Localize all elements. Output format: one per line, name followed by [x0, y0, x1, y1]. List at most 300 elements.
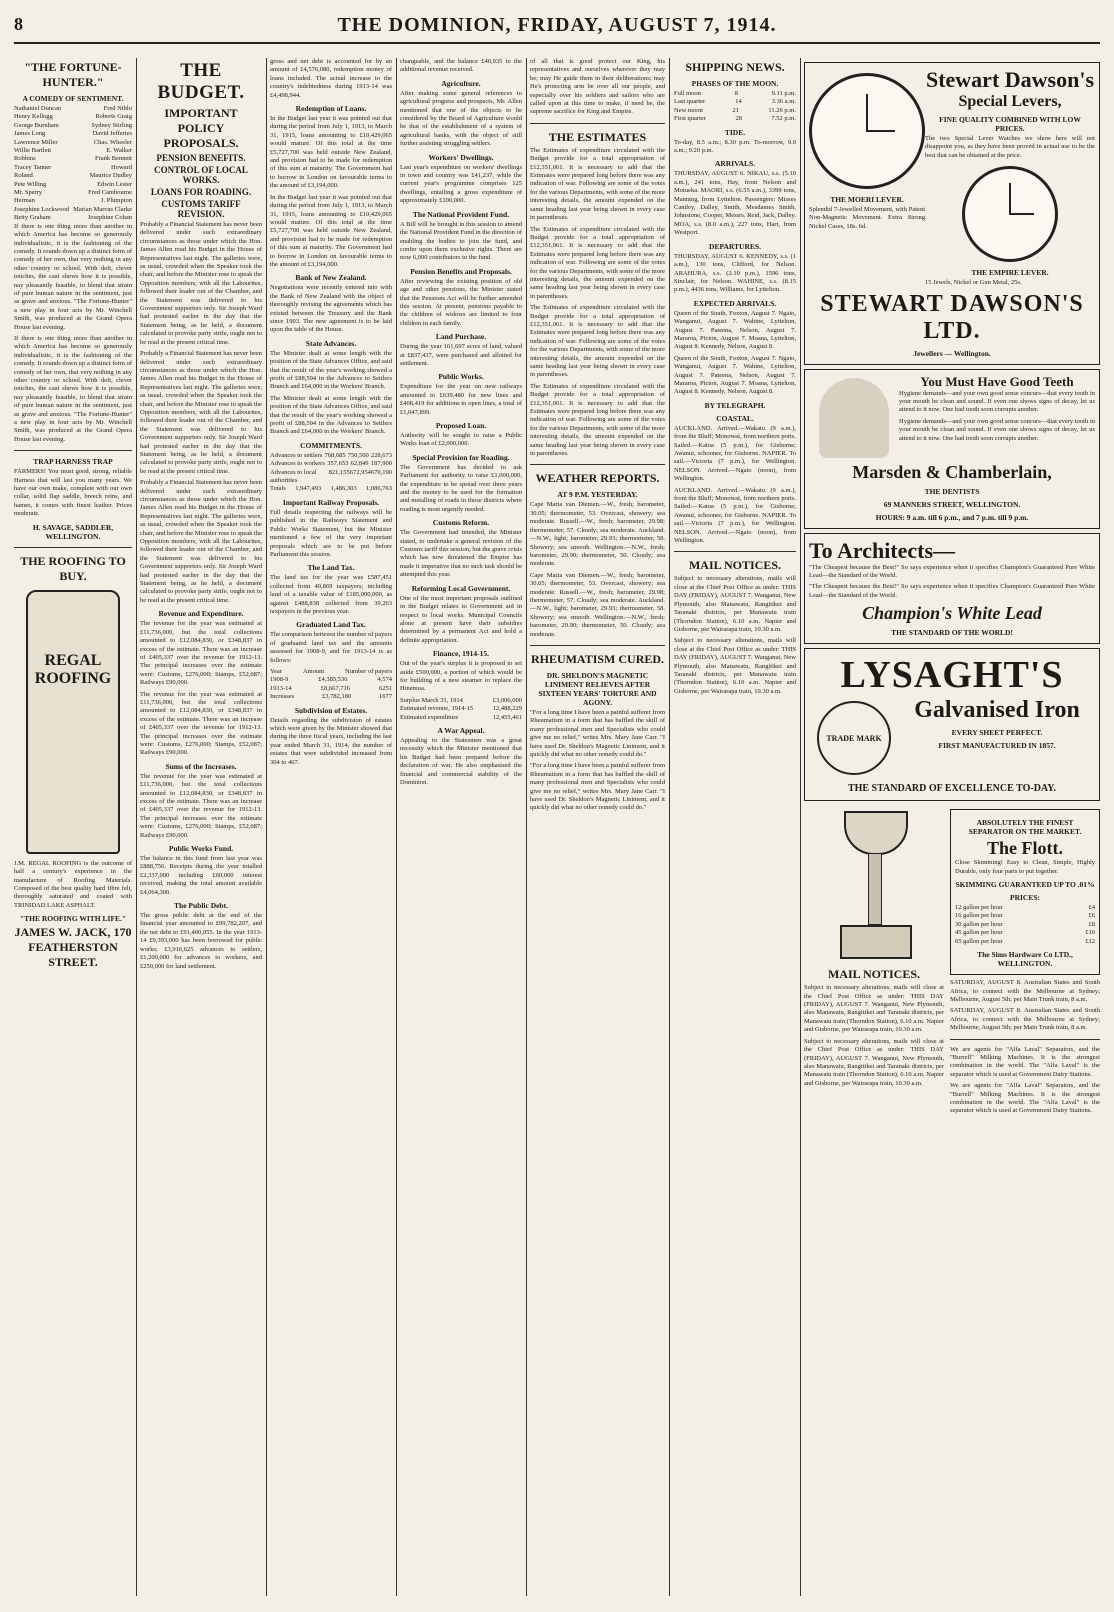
cast-row-cell: Pete Willing: [14, 180, 47, 188]
cast-row-cell: Tracey Tanner: [14, 163, 52, 171]
moon-row: [674, 90, 796, 98]
cast-row: [14, 113, 132, 121]
flott-price-row: [955, 912, 1095, 920]
section-heading: Subdivision of Estates.: [294, 705, 368, 715]
section-heading: Land Purchase.: [435, 332, 487, 342]
budget-subhead: LOANS FOR ROADING.: [150, 187, 252, 197]
cast-row-cell: Willie Bartlett: [14, 147, 52, 155]
pension-body: After reviewing the existing position of old age and other pensions, the Minister stated that the Pensions Act will be further amended this session. At present, pensions payable to the children of widows are limited to four children in each family.: [400, 277, 522, 327]
flott-price-row-cell: 30 gallon per hour: [955, 920, 1003, 928]
lysaght-ad-left: [809, 697, 899, 779]
budget-subhead: PENSION BENEFITS.: [156, 153, 246, 163]
weather-body: Cape Maria van Diemen.—W., fresh; barometer, 30.05; thermometer, 53. Overcast, showery; sea moderate. Russell.—W., fresh; barometer, 29.98; thermometer, 57. Cloudy; sea moderate. Auckland.—N.W., light; barometer, 29.93; thermometer, 58. Showery; sea smooth. Wellington.—N.W., fresh; barometer, 29.90; thermometer, 50. Cloudy; sea moderate.: [530, 571, 665, 638]
cast-row: [14, 197, 132, 205]
finance-row-cell: Surplus March 31, 1914: [400, 696, 463, 704]
workers-body: Last year's expenditure on workers' dwellings in town and country was £41,237, while the current year's programme comprises 125 dwellings, entailing a gross expenditure of approximately £100,000.: [400, 163, 522, 205]
section-heading: Customs Reform.: [432, 518, 490, 528]
commitments-row-cell: 187,900: [370, 460, 392, 468]
section-heading: Proposed Loan.: [435, 421, 487, 430]
agriculture-body: After making some general references to agricultural progress and prospects, Mr. Allen mentioned that one of the objects to be considered by the Board of Agriculture would be that of the establishment of a system of agricultural banks, with the object of still further assisting struggling settlers.: [400, 89, 522, 148]
watch-icon: [962, 166, 1058, 262]
public-works-body: Expenditure for the year on new railways amounted to £639,480 for new lines and £408,419 for additions to open lines, a total of £1,047,899.: [400, 383, 522, 416]
section-heading: Revenue and Expenditure.: [158, 609, 244, 619]
divider: [950, 1039, 1100, 1040]
mail-body: Subject to necessary alterations, mails will close at the Chief Post Office as under: THIS DAY (FRIDAY), AUGUST 7. Wanganui, New Plymouth, also Manawatu, Rangitikei and Taranaki districts, per Manawatu train (Thorndon Station), 6.10 a.m. Napier and Gisborne, per Wairarapa train, 10.30 a.m.: [804, 984, 944, 1034]
finance-row-cell: £3,006,000: [492, 696, 522, 704]
moon-row-cell: 7.52 p.m.: [771, 115, 796, 123]
lysaght-ad: [804, 648, 1100, 801]
cast-row-cell: James Long: [14, 130, 46, 138]
graduated-row-cell: 1677: [379, 693, 392, 701]
theatre-review-subtitle: A COMEDY OF SENTIMENT.: [22, 94, 124, 103]
stewart-ad-signature: STEWART DAWSON'S LTD.: [820, 290, 1084, 344]
telegraph-heading: BY TELEGRAPH.: [704, 400, 766, 410]
moon-row: [674, 107, 796, 115]
moeri-lever-title: THE MOERI LEVER.: [830, 195, 904, 204]
architects-title: To Architects—: [809, 537, 956, 563]
watch-icon: [809, 73, 925, 189]
weather-heading: WEATHER REPORTS.: [535, 471, 660, 486]
divider: [530, 464, 665, 465]
roofing-roll-label: REGAL ROOFING: [34, 651, 112, 687]
telegraph-subheading: COASTAL.: [716, 413, 754, 423]
mail-body: Subject to necessary alterations, mails will close at the Chief Post Office as under: THIS DAY (FRIDAY), AUGUST 7. Wanganui, New Plymouth, also Manawatu, Rangitikei and Taranaki districts, per Manawatu train (Thorndon Station), 6.10 a.m. Napier and Gisborne, per Wairarapa train, 10.30 a.m.: [804, 1037, 944, 1087]
cast-row-cell: Edwin Lester: [97, 180, 132, 188]
cast-row-cell: J. Plumpton: [100, 197, 132, 205]
graduated-row-cell: 1913-14: [270, 684, 292, 692]
land-purchase-body: During the year 161,697 acres of land, valued at £837,437, were purchased and allotted for settlement.: [400, 343, 522, 367]
flott-price-row-cell: 16 gallon per hour: [955, 912, 1003, 920]
rheumatism-heading: RHEUMATISM CURED.: [530, 651, 665, 666]
champion-title: Champion's White Lead: [862, 603, 1042, 624]
proposed-loan-body: Authority will be sought to raise a Public Works loan of £2,000,000.: [400, 432, 522, 448]
commitments-row-cell: 1,486,303: [330, 485, 357, 493]
moon-row-cell: 14: [735, 98, 742, 106]
section-heading: Workers' Dwellings.: [428, 152, 494, 162]
prayer-body: of all that is good protect our King, his representatives and ourselves wherever they may be; may He guide them in their deliberations; may He's protecting arm be over all our people, and especially over his soldiers and sailors who are called upon at this time to make, if need be, the supreme sacrifice for King and Empire.: [530, 58, 665, 116]
cast-row-cell: George Burnham: [14, 121, 59, 129]
moon-row-cell: 3.36 a.m.: [771, 98, 796, 106]
rheumatism-subheading: DR. SHELDON'S MAGNETIC LINIMENT RELIEVES AFTER SIXTEEN YEARS' TORTURE AND AGONY.: [538, 670, 657, 707]
cast-row: [14, 181, 132, 189]
champion-subtitle: THE STANDARD OF THE WORLD!: [891, 628, 1013, 638]
section-heading: Sums of the Increases.: [165, 761, 237, 771]
flott-price-row: [955, 938, 1095, 946]
graduated-row: [270, 668, 392, 676]
section-heading: A War Appeal.: [437, 725, 485, 735]
page-header: [14, 12, 1100, 44]
masthead: THE DOMINION, FRIDAY, AUGUST 7, 1914.: [337, 14, 777, 36]
flott-price-row-cell: 45 gallon per hour: [955, 929, 1003, 937]
stewart-ad-grid: [809, 67, 1095, 291]
graduated-tax-table: [270, 668, 392, 702]
cast-row: [14, 164, 132, 172]
customs-body: The Government had intended, the Minister stated, to undertake a general revision of the Customs tariff this session, but the grave crisis which has now threatened the Empire has made it imperative that no such task should be attempted this year.: [400, 529, 522, 579]
flott-price-row-cell: £12: [1085, 937, 1095, 945]
column-rule: [800, 58, 801, 1596]
commitments-row-cell: 750,500: [347, 451, 369, 459]
mail-notices-body: SATURDAY, AUGUST 8. Australian States and South Africa, to connect with the Melbourne at Sydney; Melbourne, August 5th; per Main Trunk train, 8 a.m.: [950, 1007, 1100, 1032]
section-heading: Finance, 1914-15.: [432, 649, 490, 659]
moon-row: [674, 98, 796, 106]
moon-row-cell: 8: [734, 90, 738, 97]
budget-subhead: IMPORTANT POLICY PROPOSALS.: [163, 106, 239, 150]
commitments-row-cell: 1,086,763: [365, 485, 392, 493]
architects-body: "The Cheapest because the Best!" So says experience when it specifies Champion's Guaranteed Pure White Lead—the Standard of the World.: [809, 583, 1095, 599]
stewart-ad-body: The two Special Lever Watches we show here will not disappoint you, as they have been proved in actual use to be the best that can be obtained at the price.: [925, 135, 1095, 159]
arrivals-heading: ARRIVALS.: [714, 159, 756, 169]
flott-price-row-cell: 65 gallon per hour: [955, 937, 1003, 945]
column-rule: [266, 58, 267, 1596]
teeth-ad-body: Hygiene demands—and your own good sense concurs—that every tooth in your mouth be clean and sound. If even one shows signs of decay, let us attend to it now. One bad tooth soon corrupts another.: [899, 417, 1095, 442]
flott-skim: SKIMMING GUARANTEED UP TO .01%: [955, 880, 1095, 890]
column-3: [270, 58, 392, 1598]
commitments-row-cell: Totals: [270, 485, 286, 493]
column-4: [400, 58, 522, 1598]
commitments-row-cell: 768,685: [324, 451, 346, 459]
theatre-review-body: If there is one thing more than another in which America has become so generously individualistic, it is the fashioning of the comedy. It rounds down up a distinct form of comedy of her own, that very nothing in any other country or school. With deft, clever touches, the cast shows how it is possible, nay pleasantly feasible, to blend that strain of pure human nature in the sentiment, just as grave and anxious. "The Fortune-Hunter" a new play in four acts by Mr. Winchell Smith, was produced at the Grand Opera House last evening.: [14, 222, 132, 331]
teeth-ad-body: Hygiene demands—and your own good sense concurs—that every tooth in your mouth be clean and sound. If even one shows signs of decay, let us attend to it now. One bad tooth soon corrupts another.: [899, 389, 1095, 414]
estimates-body: The Estimates of expenditure circulated with the Budget provide for a total appropriation of £12,351,061. It is necessary to add that the Estimates were prepared long before there was any indication of war. Following are some of the votes for the various Departments, with some of the more interesting details, the amount expended on the same heading last year being shown in every case in parentheses.: [530, 225, 665, 300]
theatre-review-title: "THE FORTUNE-HUNTER.": [24, 60, 122, 89]
rheumatism-body: "For a long time I have been a painful sufferer from Rheumatism in a form that has baffled the skill of many professional men and Specialists who could give me no relief," writes Mrs. Mary Jane Carr. "I have used Dr. Sheldon's Magnetic Liniment, and it quickly did what no other remedy could do.": [530, 708, 665, 758]
moon-row-cell: Full moon: [674, 90, 701, 97]
lysaght-tagline: THE STANDARD OF EXCELLENCE TO-DAY.: [847, 783, 1057, 795]
moon-row-cell: New moon: [674, 106, 703, 114]
column-1: [14, 58, 132, 1598]
cast-row: [14, 122, 132, 130]
column-rule: [136, 58, 137, 1596]
page-number: 8: [14, 14, 23, 34]
moon-phases-table: [674, 90, 796, 124]
graduated-row-cell: £4,385,536: [318, 676, 348, 684]
divider: [14, 450, 132, 451]
flott-price-row: [955, 904, 1095, 912]
cast-row-cell: Howard: [111, 163, 132, 171]
graduated-row-cell: 4,574: [377, 676, 392, 684]
bank-body: Negotiations were recently entered into with the Bank of New Zealand with the object of thoroughly revising the agreements which has existed between the Treasury and the Bank since 1903. The new agreement is to be laid upon the table of the House.: [270, 284, 392, 334]
cast-row-cell: Robbins: [14, 155, 36, 163]
local-government-body: One of the most important proposals outlined in the Budget relates to Government aid in respect to local works. Municipal Councils alone at present have their subsidies determined by a permanent Act and hold a definite appropriation.: [400, 594, 522, 644]
cast-row: [14, 139, 132, 147]
mail-body: Subject to necessary alterations, mails will close at the Chief Post Office as under: THIS DAY (FRIDAY), AUGUST 7. Wanganui, New Plymouth, also Manawatu, Rangitikei and Taranaki districts, per Manawatu train (Thorndon Station), 6.10 a.m. Napier and Gisborne, per Wairarapa train, 10.30 a.m.: [674, 637, 796, 695]
lysaght-ad-right: [899, 697, 1095, 779]
dentist-ad-grid: [809, 374, 1095, 462]
table-heading: COMMITMENTS.: [300, 440, 362, 450]
column-rule: [669, 58, 670, 1596]
column-7-advertisements: [804, 58, 1100, 1598]
moeri-lever-body: Splendid 7-Jewelled Movement, with Patent Non-Magnetic Movement. Extra Strong Nickel Cases, 18s. 6d.: [809, 206, 925, 230]
finance-row-cell: 12,455,461: [492, 713, 522, 721]
moon-row-cell: 28: [735, 115, 742, 123]
stewart-ad-title: Stewart Dawson's: [925, 67, 1095, 92]
flott-price-row: [955, 921, 1095, 929]
stewart-ad-left: [809, 67, 925, 291]
graduated-row-cell: Number of payers: [345, 667, 392, 675]
dentist-ad-right: [899, 374, 1095, 462]
departures-body: THURSDAY, AUGUST 6. KENNEDY, s.s. (1 a.m.), 130 tons, Clifford, for Nelson. ARAHURA, s.s. (2.10 p.m.), 1596 tons, Sinclair, for Nelson. WAHINE, s.s. (8.15 p.m.), 4436 tons, Williams, for Lyttelton.: [674, 252, 796, 294]
estimates-body: The Estimates of expenditure circulated with the Budget provide for a total appropriation of £12,351,061. It is necessary to add that the Estimates were prepared long before there was any indication of war. Following are some of the votes for the various Departments, with some of the more interesting details, the amount expended on the same heading last year being shown in every case in parentheses.: [530, 304, 665, 379]
section-heading: Bank of New Zealand.: [295, 273, 367, 283]
estimates-body: The Estimates of expenditure circulated with the Budget provide for a total appropriation of £12,351,061. It is necessary to add that the Estimates were prepared long before there was any indication of war. Following are some of the votes for the various Departments, with some of the more interesting details, the amount expended on the same heading last year being shown in every case in parentheses.: [530, 146, 665, 222]
stewart-ad-right: [925, 67, 1095, 291]
dentist-address: 69 MANNERS STREET, WELLINGTON.: [883, 499, 1021, 509]
moon-row-cell: 9.11 p.m.: [771, 90, 796, 97]
trap-harness-signature: H. SAVAGE, SADDLER, WELLINGTON.: [32, 522, 114, 541]
tide-body: To-day, 8.5 a.m.; 8.30 p.m. To-morrow, 9.0 a.m.; 9.20 p.m.: [674, 138, 796, 155]
provident-body: A Bill will be brought in this session to amend the National Provident Fund in the direction of enabling the bodies to join the fund, and confer upon them exclusive rights. There are now 6,000 contributors to the fund.: [400, 220, 522, 262]
finance-row: [400, 697, 522, 705]
public-works-body: The balance in this fund from last year was £888,756. Receipts during the year totalled £2,337,000 including £60,000 interest received, making the total amount available £4,064,300.: [140, 855, 262, 896]
estimates-heading: THE ESTIMATES: [548, 129, 647, 144]
cast-row: [14, 189, 132, 197]
stewart-ad-subtitle: Special Levers,: [958, 93, 1062, 110]
budget-subhead: CONTROL OF LOCAL WORKS.: [154, 165, 248, 185]
column-rule: [526, 58, 527, 1596]
cast-row-cell: David Jefferies: [92, 130, 132, 138]
revenue-body: The revenue for the year was estimated at £11,736,000, but the total collections amounted to £12,084,830, or £348,837 in excess of the estimate. There was an increase of £405,337 over the revenue for 1912-13. The principal increases over the estimate were: Customs, £276,000; Stamps, £52,087; Railways £90,000.: [140, 620, 262, 687]
weather-body: Cape Maria van Diemen.—W., fresh; barometer, 30.05; thermometer, 53. Overcast, showery; sea moderate. Russell.—W., fresh; barometer, 29.98; thermometer, 57. Cloudy; sea moderate. Auckland.—N.W., light; barometer, 29.93; thermometer, 58. Showery; sea smooth. Wellington.—N.W., fresh; barometer, 29.90; thermometer, 50. Cloudy; sea moderate.: [530, 501, 665, 568]
commitments-row-cell: 670,190: [370, 468, 392, 476]
trap-harness-title: TRAP HARNESS TRAP: [33, 457, 113, 467]
column-6: [674, 58, 796, 1598]
roofing-ad-signature: JAMES W. JACK, 170 FEATHERSTON STREET.: [14, 925, 132, 970]
railway-body: Full details respecting the railways will be published in the Railways Statement and Public Works Statement, but the Minister mentioned a few of the very important proposals which are to be put before Parliament this session.: [270, 508, 392, 558]
revenue-body: The revenue for the year was estimated at £11,736,000, but the total collections amounted to £12,084,830, or £348,837 in excess of the estimate. There was an increase of £405,337 over the revenue for 1912-13. The principal increases over the estimate were: Customs, £276,000; Stamps, £52,087; Railways £90,000.: [140, 772, 262, 839]
lysaght-title: LYSAGHT'S: [840, 654, 1064, 697]
budget-body: Probably a Financial Statement has never been delivered under such extraordinary circumstances as those under which the Hon. James Allen read his Budget in the House of Representatives last night. The galleries were, as usual, crowded when the Speaker took the chair, and before the Minister rose to speak the Opposition members, with all the Labourites, followed their leader out of the Chamber, and the Statement was delivered to his Government supporters only. Sir Joseph Ward had protested earlier in the day that the Statement being, as he held, a document calculated to provoke party strife, ought not to be read at the present critical time.: [140, 350, 262, 475]
lower-ads-left: [804, 805, 950, 1119]
commitments-row: [270, 460, 392, 468]
cast-row: [14, 206, 132, 214]
redemption-body: In the Budget last year it was pointed out that during the period from July 1, 1913, to March 31, 1915, loans amounting to £10,429,065 would mature. Of this total at the time £5,727,700 was held outside New Zealand, and provision had to be made for redemption of this sum at maturity. The Government had to borrow in London on favourable terms to the amount of £3,194,000.: [270, 193, 392, 268]
departures-heading: DEPARTURES.: [709, 241, 761, 251]
budget-subhead: CUSTOMS TARIFF REVISION.: [161, 199, 241, 219]
theatre-review-body: If there is one thing more than another in which America has become so generously individualistic, it is the fashioning of the comedy. It rounds down up a distinct form of comedy of her own, that very nothing in any other country or school. With deft, clever touches, the cast shows how it is possible, nay pleasantly feasible, to blend that strain of pure human nature in the sentiment, just as grave and anxious. "The Fortune-Hunter" a new play in four acts by Mr. Winchell Smith, was produced at the Grand Opera House last evening.: [14, 334, 132, 443]
commitments-row: [270, 485, 392, 493]
finance-table: [400, 697, 522, 722]
commitments-row-cell: 821,155: [328, 468, 350, 476]
section-heading: Public Works.: [438, 372, 484, 382]
cast-row: [14, 155, 132, 163]
state-advances-body: The Minister dealt at some length with the position of the State Advances Office, and said that the result of the year's working showed a profit of £88,594 in the Advances to Settlers Branch and £64,000 in the Workers' Branch.: [270, 394, 392, 436]
section-heading: Special Provision for Roading.: [412, 452, 510, 462]
section-heading: Public Works Fund.: [168, 844, 234, 854]
graduated-row: [270, 676, 392, 684]
dentist-subtitle: THE DENTISTS: [924, 486, 980, 496]
flott-prices: [955, 904, 1095, 946]
dentist-ad-left: [809, 374, 899, 462]
cast-row: [14, 130, 132, 138]
column-rule: [396, 58, 397, 1596]
shipping-headline: SHIPPING NEWS.: [685, 60, 785, 74]
column-5: [530, 58, 665, 1598]
flott-pre: ABSOLUTELY THE FINEST SEPARATOR ON THE MARKET.: [968, 818, 1082, 837]
cast-row-cell: Henry Kellogg: [14, 113, 53, 121]
section-heading: Reforming Local Government.: [411, 583, 511, 593]
cast-row: [14, 147, 132, 155]
flott-price-row-cell: £6: [1088, 912, 1095, 920]
land-tax-body: The land tax for the year was £587,451 collected from 40,869 taxpayers; including land of a taxable value of £185,000,000, as against £488,838 collected from 39,263 taxpayers in the previous year.: [270, 574, 392, 615]
commitments-row-cell: 1,947,493: [295, 485, 322, 493]
weather-subheading: AT 9 P.M. YESTERDAY.: [557, 490, 638, 500]
flott-price-row-cell: £10: [1085, 929, 1095, 937]
flott-title: The Flott.: [987, 838, 1063, 859]
graduated-row: [270, 685, 392, 693]
section-heading: Important Railway Proposals.: [282, 497, 380, 507]
graduated-tax-body: The comparison between the number of payers of graduated land tax and the amounts assessed for 1908-9, and for 1913-14 is as follows:: [270, 631, 392, 664]
commitments-row-cell: 228,673: [370, 451, 392, 459]
alfa-laval-body: We are agents for "Alfa Laval" Separators, and the "Burrell" Milking Machines. It is the strongest combination in the world. The "Alfa Laval" is the separator which is used at Government Dairy Stations.: [950, 1045, 1100, 1078]
flott-price-row-cell: 12 gallon per hour: [955, 904, 1003, 912]
roading-body: The Government has decided to ask Parliament for authority to raise £1,000,000, the expenditure to be spread over three years and the money to be used for the formation and metalling of roads in those districts where roading is most urgently needed.: [400, 463, 522, 513]
rheumatism-body: "For a long time I have been a painful sufferer from Rheumatism in a form that has baffled the skill of many professional men and Specialists who could give me no relief," writes Mrs. Mary Jane Carr. "I have used Dr. Sheldon's Magnetic Liniment, and it quickly did what no other remedy could do.": [530, 762, 665, 812]
commitments-row-cell: 62,849: [350, 460, 369, 468]
commitments-row-cell: 672,954: [349, 468, 371, 476]
commitments-row-cell: Advances to local authorities: [270, 468, 317, 485]
cast-row-cell: Roberts Graig: [95, 113, 132, 121]
stewart-ad-tagline: FINE QUALITY COMBINED WITH LOW PRICES.: [939, 115, 1081, 133]
commitments-row: [270, 469, 392, 486]
cast-row-cell: Herman: [14, 197, 35, 205]
finance-row: [400, 714, 522, 722]
budget-body: Probably a Financial Statement has never been delivered under such extraordinary circumstances as those under which the Hon. James Allen read his Budget in the House of Representatives last night. The galleries were, as usual, crowded when the Speaker took the chair, and before the Minister rose to speak the Opposition members, with all the Labourites, followed their leader out of the Chamber, and the Statement was delivered to his Government supporters only. Sir Joseph Ward had protested earlier in the day that the Statement being, as he held, a document calculated to provoke party strife, ought not to be read at the present critical time.: [140, 221, 262, 346]
arrivals-body: THURSDAY, AUGUST 6. NIKAU, s.s. (5.10 a.m.), 241 tons, Hay, from Nelson and Motueka. MAORI, s.s. (6.55 a.m.), 3399 tons, Manning, from Lyttelton. Passengers: Misses Cantley, Dalley, Smith, Mesdames Smith, Johnstone, Cooper, Messrs. Reid, Jack, Dalley. MOA, s.s. (8.0 a.m.), 227 tons, Hart, from Westport.: [674, 170, 796, 237]
lysaght-subtitle: Galvanised Iron: [914, 697, 1080, 724]
moon-row-cell: First quarter: [674, 115, 706, 123]
moon-heading: PHASES OF THE MOON.: [691, 79, 779, 88]
lysaght-line: EVERY SHEET PERFECT.: [951, 728, 1043, 738]
public-debt-body: The gross public debt at the end of the financial year amounted to £99,782,207, and the net debt to £91,400,055. In the year 1913-14 £9,393,000 has been borrowed for public works; £3,916,625 advances to settlers, £1,200,000 for advances to workers, and £250,000 for land settlement.: [140, 912, 262, 970]
cast-row: [14, 172, 132, 180]
estimates-body: The Estimates of expenditure circulated with the Budget provide for a total appropriation of £12,351,061. It is necessary to add that the Estimates were prepared long before there was any indication of war. Following are some of the votes for the various Departments, with some of the more interesting details, the amount expended on the same heading last year being shown in every case in parentheses.: [530, 382, 665, 458]
expected-heading: EXPECTED ARRIVALS.: [693, 298, 777, 308]
section-heading: Pension Benefits and Proposals.: [410, 266, 512, 276]
dentist-hours: HOURS: 9 a.m. till 6 p.m., and 7 p.m. till 9 p.m.: [875, 512, 1029, 522]
subdivision-body: Details regarding the subdivision of estates which were given by the Minister showed that during the three fiscal years, including the last year ended March 31, 1914, the number of estates that were subdivided increased from 304 to 467.: [270, 716, 392, 766]
flott-body: Close Skimming! Easy to Clean, Simple, Highly Durable, only four parts to put together.: [955, 859, 1095, 875]
cast-row-cell: Betty Graham: [14, 214, 51, 222]
flott-prices-heading: PRICES:: [1009, 893, 1040, 903]
commitments-row-cell: Advances to workers: [270, 460, 325, 468]
section-heading: The National Provident Fund.: [412, 209, 510, 219]
war-appeal-body: Appealing to the Statesmen was a great necessity which the Minister mentioned that his Budget had been prepared before the declaration of war. He also emphasised the financial and commercial stability of the Dominion.: [400, 736, 522, 786]
graduated-row-cell: Increases: [270, 693, 295, 701]
commitments-row: [270, 452, 392, 460]
cast-row-cell: Chas. Wheeler: [93, 138, 132, 146]
empire-lever-body: 15 Jewels, Nickel or Gun Metal, 25s.: [925, 279, 1022, 287]
alfa-laval-body: We are agents for "Alfa Laval" Separators, and the "Burrell" Milking Machines. It is the strongest combination in the world. The "Alfa Laval" is the separator which is used at Government Dairy Stations.: [950, 1082, 1100, 1115]
graduated-row-cell: £3,782,180: [321, 693, 352, 701]
flott-price-row-cell: £8: [1088, 920, 1095, 928]
dentist-ad: [804, 369, 1100, 529]
finance-row-cell: 12,488,229: [492, 705, 522, 713]
cast-row-cell: Roland: [14, 172, 33, 180]
lower-ads-grid: [804, 805, 1100, 1119]
moon-row-cell: 21: [732, 106, 739, 114]
revenue-body: The revenue for the year was estimated at £11,736,000, but the total collections amounted to £12,084,830, or £348,837 in excess of the estimate. There was an increase of £405,337 over the revenue for 1912-13. The principal increases over the estimate were: Customs, £276,000; Stamps, £52,087; Railways £90,000.: [140, 690, 262, 757]
champion-lead-ad: [804, 533, 1100, 645]
telegraph-body: AUCKLAND. Arrived.—Wakatu (9 a.m.), from the Bluff; Monowai, from northern ports. Sailed.—Katoa (5 p.m.), for Gisborne; Awanui, schooner, for Gisborne. NAPIER. To sail.—Victoria (7 p.m.), for Wellington. NELSON. Arrived.—Ngaio (noon), from Wellington.: [674, 424, 796, 483]
architects-body: "The Cheapest because the Best!" So says experience when it specifies Champion's Guaranteed Pure White Lead—the Standard of the World.: [809, 563, 1095, 580]
cast-row-cell: Josephine Cohan: [87, 214, 132, 222]
dentist-name: Marsden & Chamberlain,: [852, 461, 1052, 482]
finance-row-cell: Estimated revenue, 1914-15: [400, 705, 474, 713]
commitments-table: [270, 452, 392, 494]
divider: [530, 123, 665, 124]
lysaght-ad-grid: [809, 697, 1095, 779]
teeth-ad-title: You Must Have Good Teeth: [920, 373, 1074, 389]
state-advances-body: The Minister dealt at some length with the position of the State Advances Office, and said that the result of the year's working showed a profit of £88,594 in the Advances to Settlers Branch and £64,000 in the Workers' Branch.: [270, 349, 392, 391]
redemption-body: In the Budget last year it was pointed out that during the period from July 1, 1913, to March 31, 1915, loans amounting to £10,429,065 would mature. Of this total at the time £5,727,700 was held outside New Zealand, and provision had to be made for redemption of this sum at maturity. The Government had to borrow in London on favourable terms to the amount of £3,194,000.: [270, 115, 392, 190]
finance-row: [400, 705, 522, 713]
divider: [14, 547, 132, 548]
graduated-row-cell: £8,667,716: [320, 684, 350, 692]
finance-row-cell: Estimated expenditure: [400, 713, 459, 721]
section-heading: State Advances.: [305, 338, 357, 348]
cast-row: [14, 214, 132, 222]
cast-row-cell: E. Walker: [106, 147, 132, 155]
roofing-ad-title: THE ROOFING TO BUY.: [20, 553, 126, 583]
flott-signature: The Sims Hardware Co LTD., WELLINGTON.: [977, 950, 1073, 969]
roofing-ad-body: J.M. REGAL ROOFING is the outcome of half a century's experience in the manufacture of Roofing Materials. Composed of the best quality hard fibre felt, thoroughly saturated and coated with TRINIDAD LAKE ASPHALT.: [14, 859, 132, 909]
empire-lever-title: THE EMPIRE LEVER.: [971, 268, 1049, 278]
section-heading: The Land Tax.: [307, 563, 355, 573]
telegraph-body: AUCKLAND. Arrived.—Wakatu (9 a.m.), from the Bluff; Monowai, from northern ports. Sailed.—Katoa (5 p.m.), for Gisborne; Awanui, schooner, for Gisborne. NAPIER. To sail.—Victoria (7 p.m.), for Wellington. NELSON. Arrived.—Ngaio (noon), from Wellington.: [674, 486, 796, 545]
mail-body: Subject to necessary alterations, mails will close at the Chief Post Office as under: THIS DAY (FRIDAY), AUGUST 7. Wanganui, New Plymouth, also Manawatu, Rangitikei and Taranaki districts, per Manawatu train (Thorndon Station), 6.10 a.m. Napier and Gisborne, per Wairarapa train, 10.30 a.m.: [674, 575, 796, 633]
section-heading: Redemption of Loans.: [295, 104, 367, 114]
commitments-row-cell: 357,653: [327, 460, 349, 468]
moon-row-cell: Last quarter: [674, 98, 706, 106]
cast-row-cell: Fred Niblo: [103, 105, 132, 112]
cast-row-cell: Marian Marcus Clarke: [73, 205, 132, 213]
moon-row: [674, 115, 796, 123]
flott-ad: [950, 809, 1100, 975]
graduated-row-cell: Year: [270, 667, 282, 675]
graduated-row: [270, 693, 392, 701]
divider: [530, 645, 665, 646]
cast-row-cell: Josephine Lockwood: [14, 205, 70, 213]
budget-headline: THE BUDGET.: [157, 60, 245, 103]
cast-row: [14, 105, 132, 113]
graduated-row-cell: 1908-9: [270, 676, 289, 684]
cast-row-cell: Nathaniel Duncan: [14, 105, 62, 112]
stewart-dawson-ad: [804, 62, 1100, 365]
budget-body: gross and net debt is accounted for by an amount of £4,576,080, redemption money of loans included. The actual increase to the country's indebtedness during 1913-14 was £4,498,944.: [270, 58, 392, 99]
roofing-ad-tagline: "THE ROOFING WITH LIFE.": [19, 914, 127, 924]
commitments-row-cell: Advances to settlers: [270, 451, 323, 459]
mail-notices-heading: MAIL NOTICES.: [827, 967, 921, 982]
graduated-row-cell: 6251: [378, 684, 392, 692]
cast-row-cell: Sydney Stirling: [91, 121, 132, 129]
mail-notices-body: SATURDAY, AUGUST 8. Australian States and South Africa, to connect with the Melbourne at Sydney; Melbourne, August 5th; per Main Trunk train, 8 a.m.: [950, 979, 1100, 1003]
cast-row-cell: Mr. Sperry: [14, 189, 43, 197]
stewart-ad-city: Jewellers — Wellington.: [913, 348, 991, 358]
trade-mark-crest-icon: TRADE MARK: [817, 701, 891, 775]
cast-row-cell: Frank Bennett: [94, 155, 132, 163]
finance-body: Out of the year's surplus it is proposed to set aside £500,000, a portion of which would be for building of a new steamer to replace the Hinemoa.: [400, 660, 522, 693]
budget-body: Probably a Financial Statement has never been delivered under such extraordinary circumstances as those under which the Hon. James Allen read his Budget in the House of Representatives last night. The galleries were, as usual, crowded when the Speaker took the chair, and before the Minister rose to speak the Opposition members, with all the Labourites, followed their leader out of the Chamber, and the Statement was delivered to his Government supporters only. Sir Joseph Ward had protested earlier in the day that the Statement being, as he held, a document calculated to provoke party strife, ought not to be read at the present critical time.: [140, 479, 262, 604]
cast-row-cell: Fred Cambourne: [88, 189, 132, 197]
roofing-roll-image: [26, 590, 120, 854]
flott-price-row: [955, 929, 1095, 937]
cast-list: [14, 105, 132, 223]
column-2: [140, 58, 262, 1598]
cast-row-cell: Lawrence Miller: [14, 138, 58, 146]
flott-price-row-cell: £4: [1088, 904, 1095, 912]
tide-heading: TIDE.: [724, 127, 746, 137]
lysaght-line: FIRST MANUFACTURED IN 1857.: [938, 741, 1056, 751]
